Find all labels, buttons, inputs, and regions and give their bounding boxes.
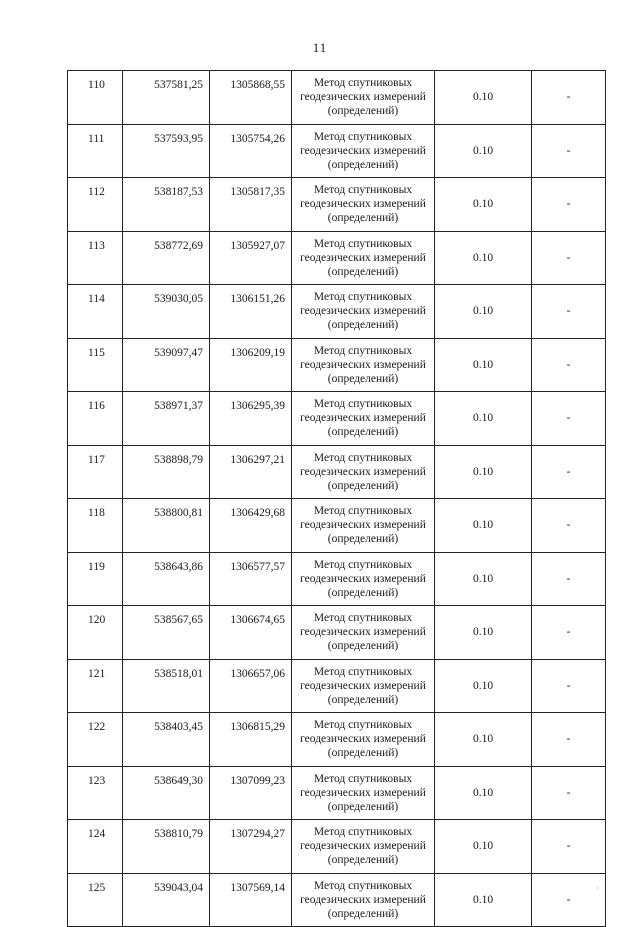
- table-row: [68, 178, 606, 232]
- method-text-line: (определений): [327, 907, 399, 920]
- method-text-line: (определений): [327, 800, 399, 813]
- method-text-line: геодезических измерений: [300, 251, 426, 264]
- x-coordinate-cell: 538187,53: [123, 178, 210, 232]
- point-number-cell: 115: [68, 338, 123, 392]
- y-coordinate-cell: 1307569,14: [210, 873, 292, 927]
- description-cell: -: [532, 873, 606, 927]
- method-text-line: геодезических измерений: [300, 893, 426, 906]
- method-cell: [292, 338, 435, 392]
- description-cell: -: [532, 124, 606, 178]
- x-coordinate-cell: 538643,86: [123, 552, 210, 606]
- table-row: [68, 606, 606, 660]
- y-coordinate-cell: 1306657,06: [210, 659, 292, 713]
- description-cell: -: [532, 392, 606, 446]
- x-coordinate-cell: 538772,69: [123, 231, 210, 285]
- method-text-line: геодезических измерений: [300, 198, 426, 211]
- y-coordinate-cell: 1306295,39: [210, 392, 292, 446]
- table-row: [68, 285, 606, 339]
- description-cell: -: [532, 766, 606, 820]
- table-row: [68, 445, 606, 499]
- method-text-line: геодезических измерений: [300, 519, 426, 532]
- point-number-cell: 118: [68, 499, 123, 553]
- scan-mark: ·: [596, 884, 599, 893]
- method-text-line: геодезических измерений: [300, 572, 426, 585]
- table-row: [68, 820, 606, 874]
- y-coordinate-cell: 1307099,23: [210, 766, 292, 820]
- method-text-line: Метод спутниковых: [313, 344, 413, 357]
- accuracy-cell: 0.10: [435, 71, 532, 125]
- table-row: [68, 71, 606, 125]
- method-text-line: (определений): [327, 212, 399, 225]
- accuracy-cell: 0.10: [435, 766, 532, 820]
- y-coordinate-cell: 1306209,19: [210, 338, 292, 392]
- coordinates-table: [67, 70, 606, 927]
- table-row: [68, 552, 606, 606]
- point-number-cell: 125: [68, 873, 123, 927]
- x-coordinate-cell: 538800,81: [123, 499, 210, 553]
- description-cell: -: [532, 338, 606, 392]
- point-number-cell: 117: [68, 445, 123, 499]
- method-text-line: (определений): [327, 372, 399, 385]
- x-coordinate-cell: 539043,04: [123, 873, 210, 927]
- description-cell: -: [532, 285, 606, 339]
- accuracy-cell: 0.10: [435, 285, 532, 339]
- method-text-line: Метод спутниковых: [313, 772, 413, 785]
- method-text-line: (определений): [327, 747, 399, 760]
- method-text-line: Метод спутниковых: [313, 237, 413, 250]
- x-coordinate-cell: 537581,25: [123, 71, 210, 125]
- method-text-line: геодезических измерений: [300, 412, 426, 425]
- point-number-cell: 113: [68, 231, 123, 285]
- method-text-line: геодезических измерений: [300, 679, 426, 692]
- method-cell: [292, 231, 435, 285]
- method-cell: [292, 820, 435, 874]
- method-text-line: Метод спутниковых: [313, 398, 413, 411]
- method-text-line: Метод спутниковых: [313, 612, 413, 625]
- method-text-line: (определений): [327, 693, 399, 706]
- method-text-line: геодезических измерений: [300, 733, 426, 746]
- accuracy-cell: 0.10: [435, 606, 532, 660]
- table-row: [68, 766, 606, 820]
- method-cell: [292, 71, 435, 125]
- description-cell: -: [532, 659, 606, 713]
- method-text-line: Метод спутниковых: [313, 826, 413, 839]
- x-coordinate-cell: 538898,79: [123, 445, 210, 499]
- description-cell: -: [532, 606, 606, 660]
- method-text-line: геодезических измерений: [300, 91, 426, 104]
- x-coordinate-cell: 538810,79: [123, 820, 210, 874]
- table-row: [68, 713, 606, 767]
- method-text-line: (определений): [327, 640, 399, 653]
- table-body: [68, 71, 606, 927]
- x-coordinate-cell: 538403,45: [123, 713, 210, 767]
- table-row: [68, 499, 606, 553]
- method-cell: [292, 285, 435, 339]
- description-cell: -: [532, 820, 606, 874]
- y-coordinate-cell: 1306429,68: [210, 499, 292, 553]
- method-text-line: (определений): [327, 265, 399, 278]
- point-number-cell: 120: [68, 606, 123, 660]
- method-text-line: (определений): [327, 533, 399, 546]
- point-number-cell: 123: [68, 766, 123, 820]
- method-cell: [292, 124, 435, 178]
- method-text-line: Метод спутниковых: [313, 879, 413, 892]
- method-text-line: Метод спутниковых: [313, 451, 413, 464]
- accuracy-cell: 0.10: [435, 499, 532, 553]
- description-cell: -: [532, 71, 606, 125]
- y-coordinate-cell: 1306297,21: [210, 445, 292, 499]
- method-text-line: геодезических измерений: [300, 144, 426, 157]
- description-cell: -: [532, 231, 606, 285]
- y-coordinate-cell: 1305817,35: [210, 178, 292, 232]
- x-coordinate-cell: 539030,05: [123, 285, 210, 339]
- y-coordinate-cell: 1305754,26: [210, 124, 292, 178]
- method-text-line: геодезических измерений: [300, 840, 426, 853]
- table-row: [68, 392, 606, 446]
- method-cell: [292, 392, 435, 446]
- accuracy-cell: 0.10: [435, 338, 532, 392]
- accuracy-cell: 0.10: [435, 178, 532, 232]
- method-text-line: (определений): [327, 105, 399, 118]
- method-text-line: (определений): [327, 854, 399, 867]
- method-cell: [292, 445, 435, 499]
- accuracy-cell: 0.10: [435, 820, 532, 874]
- method-text-line: Метод спутниковых: [313, 665, 413, 678]
- method-text-line: Метод спутниковых: [313, 130, 413, 143]
- method-text-line: геодезических измерений: [300, 626, 426, 639]
- method-cell: [292, 178, 435, 232]
- x-coordinate-cell: 538518,01: [123, 659, 210, 713]
- table-row: [68, 659, 606, 713]
- description-cell: -: [532, 445, 606, 499]
- point-number-cell: 112: [68, 178, 123, 232]
- method-text-line: (определений): [327, 426, 399, 439]
- y-coordinate-cell: 1306151,26: [210, 285, 292, 339]
- method-text-line: геодезических измерений: [300, 305, 426, 318]
- x-coordinate-cell: 537593,95: [123, 124, 210, 178]
- y-coordinate-cell: 1307294,27: [210, 820, 292, 874]
- method-cell: [292, 552, 435, 606]
- method-cell: [292, 499, 435, 553]
- point-number-cell: 122: [68, 713, 123, 767]
- method-cell: [292, 766, 435, 820]
- accuracy-cell: 0.10: [435, 445, 532, 499]
- method-cell: [292, 659, 435, 713]
- y-coordinate-cell: 1306577,57: [210, 552, 292, 606]
- accuracy-cell: 0.10: [435, 392, 532, 446]
- x-coordinate-cell: 538567,65: [123, 606, 210, 660]
- accuracy-cell: 0.10: [435, 231, 532, 285]
- method-text-line: геодезических измерений: [300, 465, 426, 478]
- method-text-line: (определений): [327, 479, 399, 492]
- description-cell: -: [532, 178, 606, 232]
- method-text-line: Метод спутниковых: [313, 505, 413, 518]
- method-text-line: геодезических измерений: [300, 358, 426, 371]
- y-coordinate-cell: 1305927,07: [210, 231, 292, 285]
- accuracy-cell: 0.10: [435, 552, 532, 606]
- description-cell: -: [532, 713, 606, 767]
- accuracy-cell: 0.10: [435, 124, 532, 178]
- x-coordinate-cell: 538971,37: [123, 392, 210, 446]
- table-row: [68, 873, 606, 927]
- point-number-cell: 114: [68, 285, 123, 339]
- method-text-line: геодезических измерений: [300, 786, 426, 799]
- accuracy-cell: 0.10: [435, 873, 532, 927]
- method-cell: [292, 606, 435, 660]
- method-text-line: (определений): [327, 319, 399, 332]
- method-text-line: Метод спутниковых: [313, 719, 413, 732]
- page-number: 11: [312, 40, 328, 55]
- accuracy-cell: 0.10: [435, 659, 532, 713]
- accuracy-cell: 0.10: [435, 713, 532, 767]
- point-number-cell: 116: [68, 392, 123, 446]
- point-number-cell: 121: [68, 659, 123, 713]
- y-coordinate-cell: 1306815,29: [210, 713, 292, 767]
- point-number-cell: 111: [68, 124, 123, 178]
- description-cell: -: [532, 552, 606, 606]
- table-row: [68, 124, 606, 178]
- point-number-cell: 124: [68, 820, 123, 874]
- method-text-line: Метод спутниковых: [313, 558, 413, 571]
- table-row: [68, 231, 606, 285]
- method-text-line: Метод спутниковых: [313, 291, 413, 304]
- method-cell: [292, 873, 435, 927]
- description-cell: -: [532, 499, 606, 553]
- table-row: [68, 338, 606, 392]
- method-text-line: (определений): [327, 586, 399, 599]
- method-text-line: Метод спутниковых: [313, 77, 413, 90]
- point-number-cell: 110: [68, 71, 123, 125]
- method-cell: [292, 713, 435, 767]
- method-text-line: Метод спутниковых: [313, 184, 413, 197]
- x-coordinate-cell: 539097,47: [123, 338, 210, 392]
- y-coordinate-cell: 1305868,55: [210, 71, 292, 125]
- x-coordinate-cell: 538649,30: [123, 766, 210, 820]
- y-coordinate-cell: 1306674,65: [210, 606, 292, 660]
- point-number-cell: 119: [68, 552, 123, 606]
- method-text-line: (определений): [327, 158, 399, 171]
